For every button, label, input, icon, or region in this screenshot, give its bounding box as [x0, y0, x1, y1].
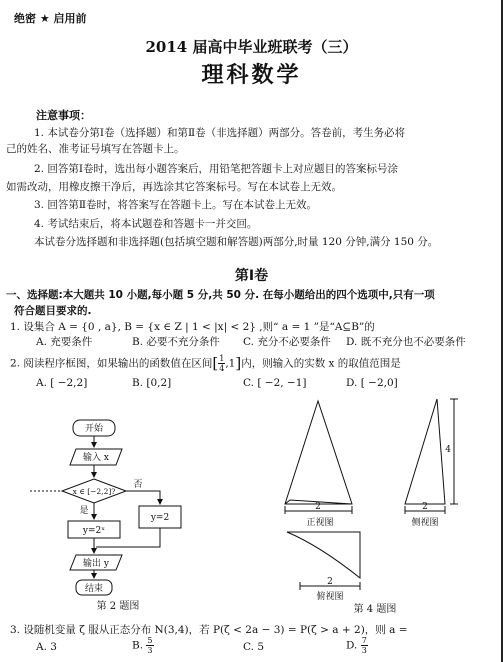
q1-option-c: C. 充分不必要条件 [243, 336, 331, 348]
q2-fraction-den: 4 [219, 364, 225, 373]
q2-option-a: A. [ −2,2] [36, 377, 88, 389]
flow-condition-text: x ∈ [−2,2]? [72, 487, 116, 496]
q3-option-c: C. 5 [243, 641, 265, 653]
top-view [287, 532, 360, 590]
side-view-label: 侧视图 [411, 518, 439, 528]
q2-stem-post: ,1 [225, 357, 236, 370]
top-dim-2: 2 [327, 577, 333, 587]
q1-stem: 1. 设集合 A = {0 , a}, B = {x ∈ Z | 1 < |x| < 2} ,则“ a = 1 ”是“A⊆B”的 [10, 321, 375, 333]
note-line-4: 4. 考试结束后，将本试题卷和答题卡一并交回。 [34, 218, 258, 230]
q1-option-b: B. 必要不充分条件 [132, 336, 220, 348]
front-view-label: 正视图 [306, 518, 334, 528]
q2-fraction-num: 1 [219, 354, 225, 363]
note-line-3: 3. 回答第Ⅱ卷时，将答案写在答题卡上。写在本试卷上无效。 [34, 199, 317, 211]
q1-option-d: D. 既不充分也不必要条件 [346, 336, 466, 348]
section-title: 第Ⅰ卷 [234, 268, 269, 284]
front-dim-2: 2 [315, 502, 321, 512]
q3-d-num: 7 [361, 636, 367, 645]
note-line-1: 1. 本试卷分第Ⅰ卷（选择题）和第Ⅱ卷（非选择题）两部分。答卷前，考生务必将 [34, 127, 406, 139]
q3-option-d-label: D. [346, 639, 358, 652]
q2-option-c: C. [ −2, −1] [243, 377, 307, 389]
q3-option-b [132, 636, 154, 655]
q1-option-a: A. 充要条件 [36, 336, 93, 348]
flow-left-text: y=2ˣ [82, 526, 106, 536]
flow-end-text: 结束 [84, 584, 104, 594]
q3-option-b-label: B. [132, 639, 144, 652]
q3-b-num: 5 [147, 636, 153, 645]
subject-title: 理科数学 [201, 63, 302, 88]
front-view [285, 401, 352, 514]
q3-stem: 3. 设随机变量 ζ 服从正态分布 N(3,4)，若 P(ζ < 2a − 3) = P(ζ > a + 2)，则 a = [10, 624, 408, 636]
flow-no-label: 否 [133, 480, 143, 490]
exam-title: 2014 届高中毕业班联考（三） [145, 38, 358, 56]
side-dim-2: 2 [422, 502, 428, 512]
q3-option-a: A. 3 [36, 641, 57, 653]
q3-d-den: 3 [361, 646, 367, 655]
note-line-1b: 己的姓名、准考证号填写在答题卡上。 [6, 143, 185, 155]
flow-start-text: 开始 [84, 424, 104, 434]
flow-input-text: 输入 x [83, 453, 109, 463]
confidential-label: 绝密 ★ 启用前 [14, 12, 87, 25]
flow-output-text: 输出 y [83, 559, 109, 569]
q3-option-d-fraction [361, 636, 368, 655]
q2-stem: 2. 阅读程序框图，如果输出的函数值在区间[ $\frac{1}{4}$ ,1]内，则输入的实数 x 的取值范围是 [10, 354, 401, 373]
section-instruction: 一、选择题:本大题共 10 小题,每小题 5 分,共 50 分. 在每小题给出的四个选项中,只有一项 [6, 289, 435, 301]
flow-yes-label: 是 [79, 506, 89, 516]
side-view [405, 399, 458, 514]
flow-right-text: y=2 [150, 513, 170, 523]
q3-option-d [346, 636, 368, 655]
q2-stem-pre: 2. 阅读程序框图，如果输出的函数值在区间 [10, 357, 213, 370]
q2-option-d: D. [ −2,0] [346, 377, 398, 389]
flow-caption: 第 2 题图 [96, 601, 140, 612]
note-line-2b: 如需改动，用橡皮擦干净后，再选涂其它答案标号。写在本试卷上无效。 [6, 181, 342, 193]
q2-stem-tail: 内，则输入的实数 x 的取值范围是 [241, 357, 401, 370]
notes-title: 注意事项： [36, 109, 91, 122]
note-line-5: 本试卷分选择题和非选择题(包括填空题和解答题)两部分,时量 120 分钟,满分 150 分。 [34, 236, 439, 248]
side-dim-4: 4 [445, 445, 451, 455]
q3-option-b-fraction [146, 636, 153, 655]
q3-b-den: 3 [147, 646, 153, 655]
q2-option-b: B. [0,2] [132, 377, 172, 389]
section-instruction-2: 符合题目要求的. [14, 305, 92, 317]
top-view-label: 俯视图 [316, 592, 344, 602]
fig4-caption: 第 4 题图 [353, 604, 397, 615]
note-line-2: 2. 回答第Ⅰ卷时，选出每小题答案后，用铅笔把答题卡上对应题目的答案标号涂 [34, 163, 399, 175]
